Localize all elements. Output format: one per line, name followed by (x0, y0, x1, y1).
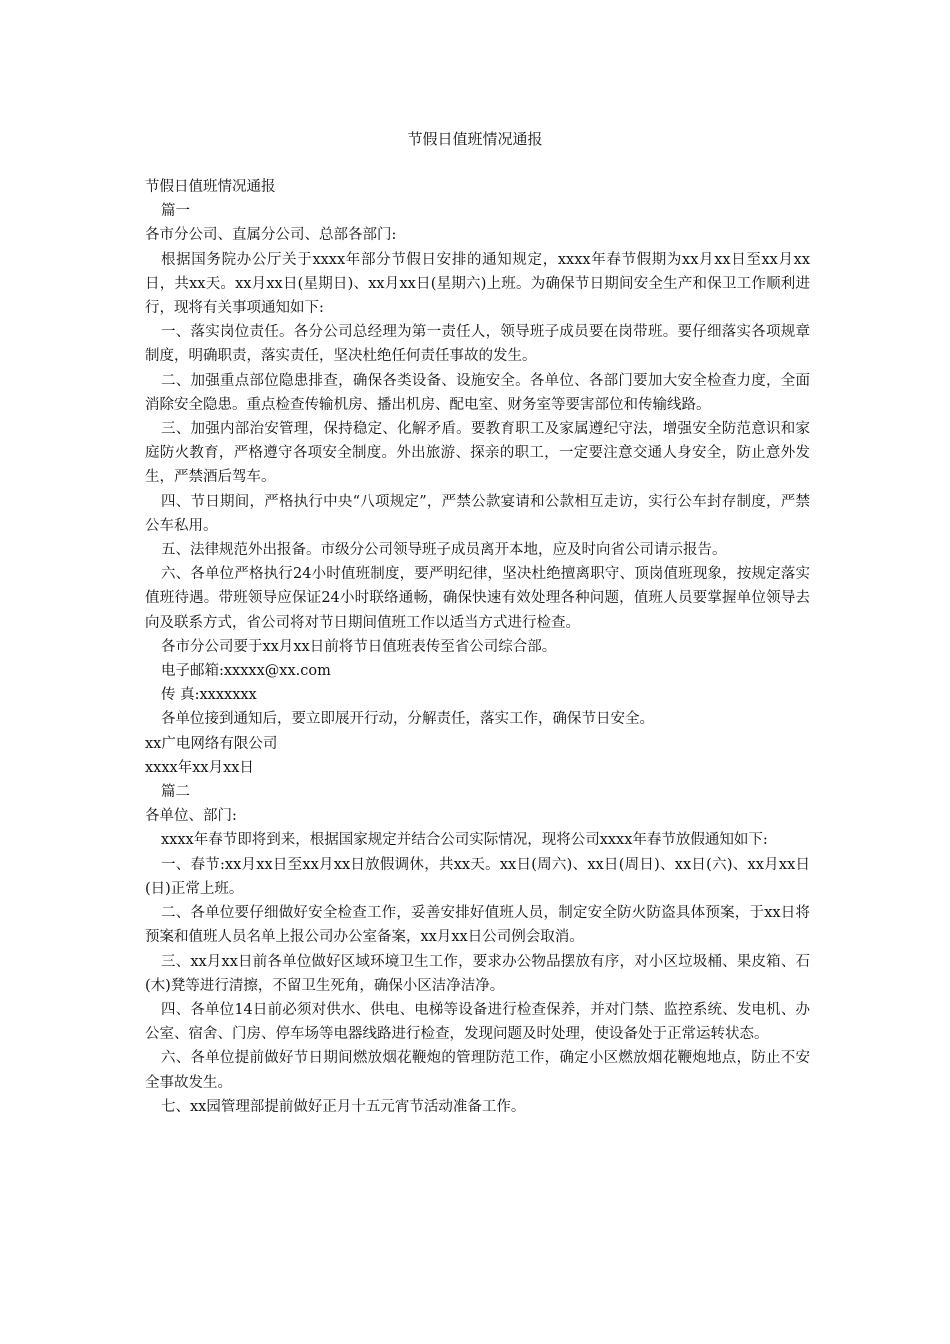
paragraph: xxxx年xx月xx日 (145, 759, 254, 776)
paragraph: 篇一 (161, 203, 190, 220)
paragraph: 三、加强内部治安管理，保持稳定、化解矛盾。要教育职工及家属遵纪守法，增强安全防范意识和家庭防火教育，严格遵守各项安全制度。外出旅游、探亲的职工，一定要注意交通人身安全，防止意外发生，严禁酒后驾车。 (145, 421, 810, 486)
paragraph: 电子邮箱:xxxxx@xx.com (161, 663, 331, 680)
paragraph: 七、xx园管理部提前做好正月十五元宵节活动准备工作。 (161, 1098, 526, 1115)
paragraph: 五、法律规范外出报备。市级分公司领导班子成员离开本地，应及时向省公司请示报告。 (161, 542, 727, 559)
paragraph: 各单位接到通知后，要立即展开行动，分解责任，落实工作，确保节日安全。 (161, 711, 654, 728)
paragraph: 各市分公司、直属分公司、总部各部门: (145, 227, 397, 244)
paragraph: 四、各单位14日前必须对供水、供电、电梯等设备进行检查保养，并对门禁、监控系统、发电机、办公室、宿舍、门房、停车场等电器线路进行检查，发现问题及时处理，使设备处于正常运转状态。 (145, 1001, 810, 1043)
document-body (145, 175, 810, 1119)
paragraph: xx广电网络有限公司 (145, 735, 278, 752)
paragraph: 根据国务院办公厅关于xxxx年部分节假日安排的通知规定，xxxx年春节假期为xx月xx日至xx月xx日，共xx天。xx月xx日(星期日)、xx月xx日(星期六)上班。为确保节日期间安全生产和保卫工作顺利进行，现将有关事项通知如下: (145, 251, 810, 317)
paragraph: 一、春节:xx月xx日至xx月xx日放假调休，共xx天。xx日(周六)、xx日(周日)、xx日(六)、xx月xx日(日)正常上班。 (145, 856, 810, 897)
paragraph: 各市分公司要于xx月xx日前将节日值班表传至省公司综合部。 (161, 638, 557, 655)
paragraph: 四、节日期间，严格执行中央“八项规定”，严禁公款宴请和公款相互走访，实行公车封存制度，严禁公车私用。 (145, 493, 810, 534)
paragraph: 各单位、部门: (145, 808, 237, 825)
paragraph: 六、各单位严格执行24小时值班制度，要严明纪律，坚决杜绝擅离职守、顶岗值班现象，按规定落实值班待遇。带班领导应保证24小时联络通畅，确保快速有效处理各种问题，值班人员要掌握单位领导去向及联系方式，省公司将对节日期间值班工作以适当方式进行检查。 (145, 566, 810, 631)
paragraph: 三、xx月xx日前各单位做好区域环境卫生工作，要求办公物品摆放有序，对小区垃圾桶、果皮箱、石(木)凳等进行清擦，不留卫生死角，确保小区洁净洁净。 (145, 953, 810, 994)
paragraph: 二、各单位要仔细做好安全检查工作，妥善安排好值班人员，制定安全防火防盗具体预案，于xx日将预案和值班人员名单上报公司办公室备案，xx月xx日公司例会取消。 (145, 905, 810, 946)
paragraph: 二、加强重点部位隐患排查，确保各类设备、设施安全。各单位、各部门要加大安全检查力度，全面消除安全隐患。重点检查传输机房、播出机房、配电室、财务室等要害部位和传输线路。 (145, 372, 810, 413)
paragraph: 六、各单位提前做好节日期间燃放烟花鞭炮的管理防范工作，确定小区燃放烟花鞭炮地点，防止不安全事故发生。 (145, 1050, 810, 1091)
paragraph: 一、落实岗位责任。各分公司总经理为第一责任人，领导班子成员要在岗带班。要仔细落实各项规章制度，明确职责，落实责任，坚决杜绝任何责任事故的发生。 (145, 324, 810, 365)
paragraph: 传 真:xxxxxxx (161, 687, 257, 704)
paragraph: 篇二 (161, 784, 190, 801)
paragraph: xxxx年春节即将到来，根据国家规定并结合公司实际情况，现将公司xxxx年春节放假通知如下: (161, 832, 768, 849)
document-title: 节假日值班情况通报 (407, 130, 543, 148)
paragraph: 节假日值班情况通报 (145, 179, 276, 195)
